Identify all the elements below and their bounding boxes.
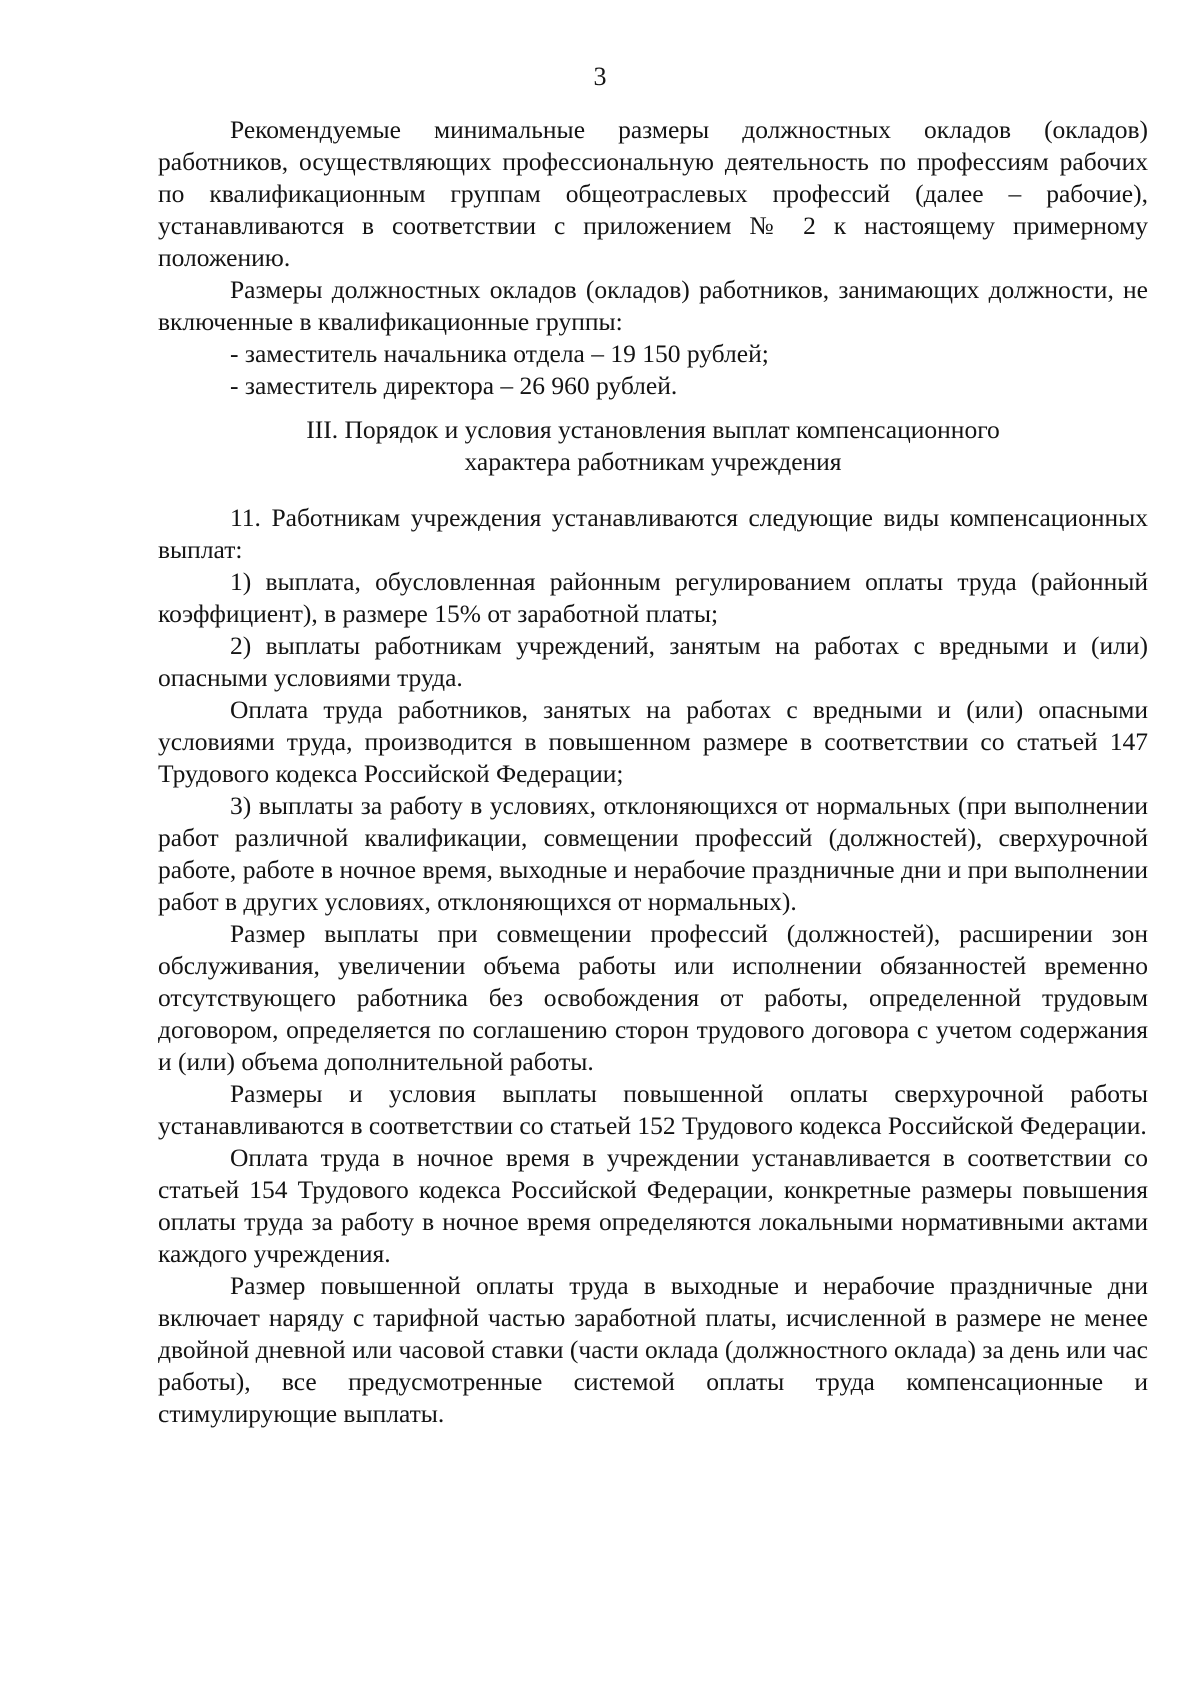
- paragraph-harmful-conditions: 2) выплаты работникам учреждений, занятым на работах с вредными и (или) опасными условиями труда.: [158, 631, 1148, 692]
- paragraph-night-work: Оплата труда в ночное время в учреждении устанавливается в соответствии со статьей 154 Трудового кодекса Российской Федерации, конкретные размеры повышения оплаты труда за работу в ночное время определяются локальными нормативными актами каждого учреждения.: [158, 1143, 1148, 1268]
- paragraph-item-11: 11. Работникам учреждения устанавливаются следующие виды компенсационных выплат:: [158, 503, 1148, 564]
- paragraph-regional-coefficient: 1) выплата, обусловленная районным регулированием оплаты труда (районный коэффициент), в размере 15% от заработной платы;: [158, 567, 1148, 628]
- list-item-deputy-head-department: - заместитель начальника отдела – 19 150 рублей;: [230, 339, 769, 368]
- paragraph-overtime: Размеры и условия выплаты повышенной оплаты сверхурочной работы устанавливаются в соответствии со статьей 152 Трудового кодекса Российской Федерации.: [158, 1079, 1148, 1140]
- paragraph-recommended-salaries: Рекомендуемые минимальные размеры должностных окладов (окладов) работников, осуществляющих профессиональную деятельность по профессиям рабочих по квалификационным группам общеотраслевых профессий (далее – рабочие), устанавливаются в соответствии с приложением № 2 к настоящему примерному положению.: [158, 115, 1148, 272]
- section-heading: [158, 414, 1148, 478]
- paragraph-combining-professions: Размер выплаты при совмещении профессий (должностей), расширении зон обслуживания, увеличении объема работы или исполнении обязанностей временно отсутствующего работника без освобождения от работы, определенной трудовым договором, определяется по соглашению сторон трудового договора с учетом содержания и (или) объема дополнительной работы.: [158, 919, 1148, 1076]
- compensation-section-text: [158, 502, 1148, 1430]
- paragraph-holiday-pay: Размер повышенной оплаты труда в выходные и нерабочие праздничные дни включает наряду с тарифной частью заработной платы, исчисленной в размере не менее двойной дневной или часовой ставки (части оклада (должностного оклада) за день или час работы), все предусмотренные системой оплаты труда компенсационные и стимулирующие выплаты.: [158, 1271, 1148, 1428]
- paragraph-harmful-pay: Оплата труда работников, занятых на работах с вредными и (или) опасными условиями труда, производится в повышенном размере в соответствии со статьей 147 Трудового кодекса Российской Федерации;: [158, 695, 1148, 788]
- section-heading-line-2: характера работникам учреждения: [464, 447, 842, 476]
- paragraph-position-salaries: Размеры должностных окладов (окладов) работников, занимающих должности, не включенные в квалификационные группы:: [158, 275, 1148, 336]
- paragraph-abnormal-conditions: 3) выплаты за работу в условиях, отклоняющихся от нормальных (при выполнении работ различной квалификации, совмещении профессий (должностей), сверхурочной работе, работе в ночное время, выходные и нерабочие праздничные дни и при выполнении работ в других условиях, отклоняющихся от нормальных).: [158, 791, 1148, 916]
- section-heading-line-1: III. Порядок и условия установления выплат компенсационного: [306, 415, 1000, 444]
- list-item-deputy-director: - заместитель директора – 26 960 рублей.: [230, 371, 678, 400]
- page-number: 3: [593, 62, 607, 91]
- salary-section-text: [158, 114, 1148, 402]
